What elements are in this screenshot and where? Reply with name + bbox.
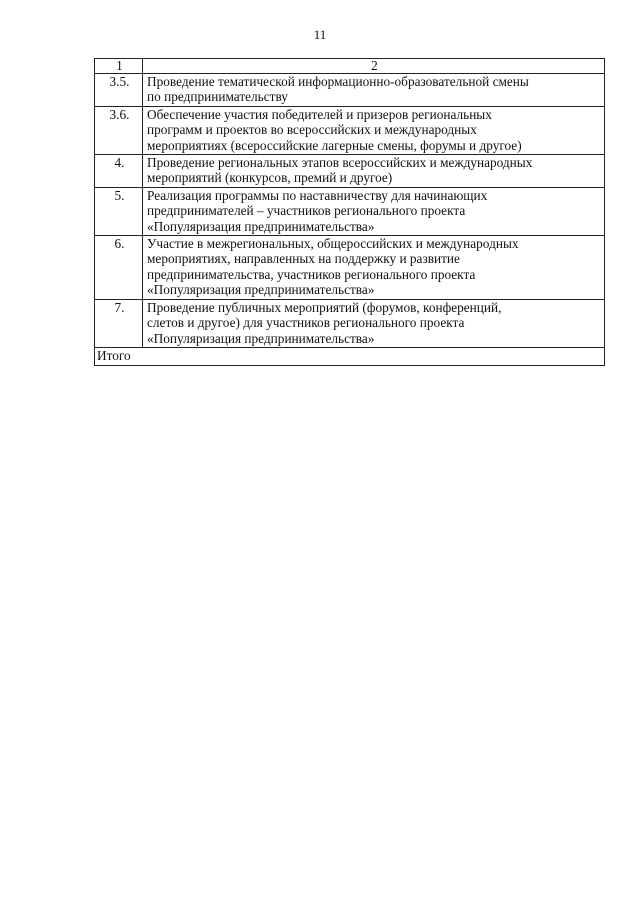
row-description-line: мероприятий (конкурсов, премий и другое) <box>147 170 393 186</box>
row-description <box>143 236 605 300</box>
page-number: 11 <box>313 27 327 42</box>
row-description-line: слетов и другое) для участников регионального проекта <box>147 315 465 331</box>
row-description <box>143 299 605 347</box>
activities-table <box>94 58 605 366</box>
row-number: 5. <box>95 187 143 235</box>
row-description-line: Реализация программы по наставничеству для начинающих <box>147 187 488 203</box>
table-row <box>95 74 605 107</box>
row-description-line: Проведение региональных этапов всероссийских и международных <box>147 155 533 171</box>
row-description-line: «Популяризация предпринимательства» <box>147 330 375 346</box>
table-row <box>95 106 605 154</box>
table-header-row <box>95 59 605 74</box>
row-description-line: предпринимателей – участников регионального проекта <box>147 203 466 219</box>
row-number: 6. <box>95 236 143 300</box>
row-description-line: «Популяризация предпринимательства» <box>147 282 375 298</box>
table-row <box>95 187 605 235</box>
total-label: Итого <box>95 347 605 365</box>
row-description-line: Проведение публичных мероприятий (форумов, конференций, <box>147 299 502 315</box>
row-description-line: «Популяризация предпринимательства» <box>147 218 375 234</box>
column-header-number: 1 <box>95 59 143 74</box>
row-description-line: Участие в межрегиональных, общероссийских и международных <box>147 236 519 252</box>
row-description <box>143 187 605 235</box>
row-description-line: программ и проектов во всероссийских и международных <box>147 122 477 138</box>
row-description-line: предпринимательства, участников регионального проекта <box>147 266 476 282</box>
row-number: 7. <box>95 299 143 347</box>
row-description <box>143 74 605 107</box>
row-description <box>143 106 605 154</box>
column-header-description: 2 <box>143 59 605 74</box>
row-description-line: Проведение тематической информационно-образовательной смены <box>147 74 529 89</box>
total-row <box>95 347 605 365</box>
row-description-line: Обеспечение участия победителей и призеров региональных <box>147 106 492 122</box>
row-description-line: по предпринимательству <box>147 89 288 105</box>
row-description-line: мероприятиях, направленных на поддержку и развитие <box>147 251 460 267</box>
table-row <box>95 236 605 300</box>
row-number: 4. <box>95 155 143 188</box>
table-row <box>95 299 605 347</box>
row-number: 3.5. <box>95 74 143 107</box>
row-number: 3.6. <box>95 106 143 154</box>
row-description <box>143 155 605 188</box>
row-description-line: мероприятиях (всероссийские лагерные смены, форумы и другое) <box>147 137 522 153</box>
table-row <box>95 155 605 188</box>
